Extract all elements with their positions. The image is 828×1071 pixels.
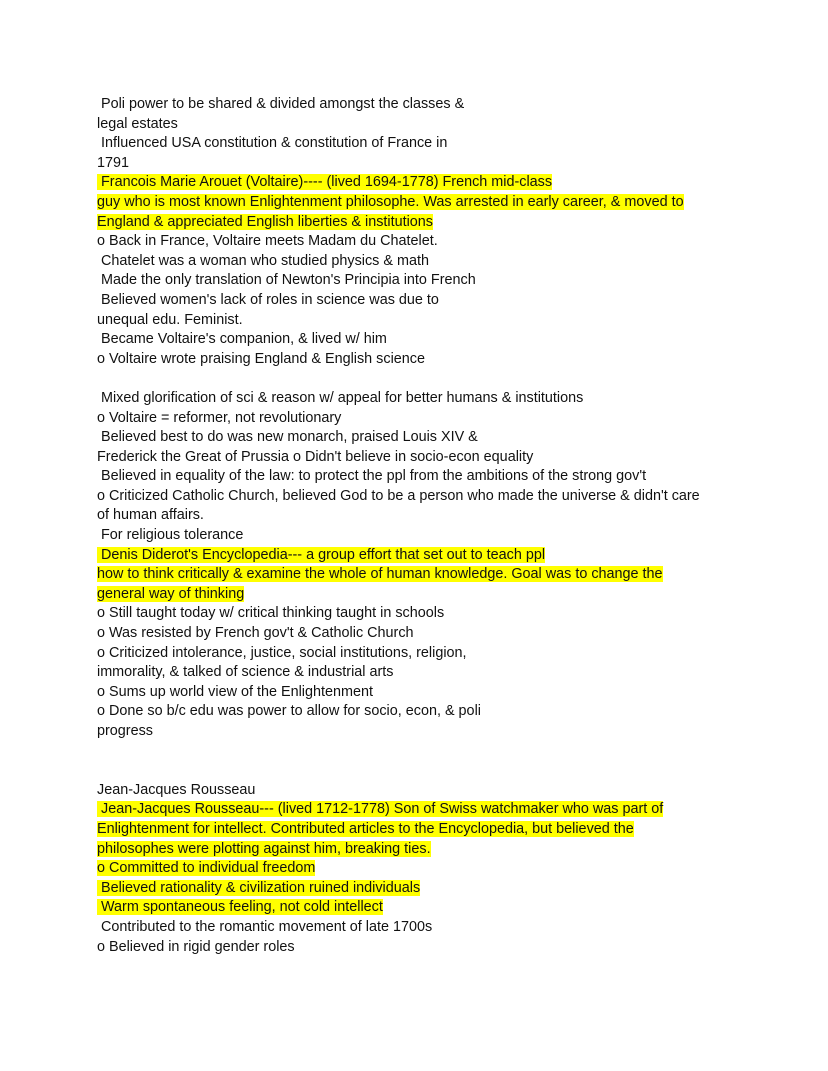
- line-text: Believed in equality of the law: to protect the ppl from the ambitions of the strong gov't: [97, 468, 647, 485]
- note-line: [97, 330, 737, 350]
- notes-page: [97, 95, 737, 957]
- note-line: [97, 644, 737, 664]
- note-line: [97, 487, 737, 507]
- note-line: [97, 95, 737, 115]
- line-text: Made the only translation of Newton's Principia into French: [97, 272, 476, 289]
- line-text: Mixed glorification of sci & reason w/ appeal for better humans & institutions: [97, 389, 584, 406]
- line-text: 1791: [97, 154, 130, 171]
- note-line: [97, 506, 737, 526]
- note-line: [97, 252, 737, 272]
- note-line: [97, 722, 737, 742]
- highlighted-text: guy who is most known Enlightenment philosophe. Was arrested in early career, & moved to: [97, 193, 684, 210]
- highlighted-note-line: [97, 859, 737, 879]
- line-text: For religious tolerance: [97, 527, 244, 544]
- note-line: [97, 271, 737, 291]
- highlighted-text: Warm spontaneous feeling, not cold intellect: [97, 899, 383, 916]
- line-text: o Sums up world view of the Enlightenment: [97, 683, 373, 700]
- highlighted-text: Denis Diderot's Encyclopedia--- a group effort that set out to teach ppl: [97, 546, 546, 563]
- note-line: [97, 232, 737, 252]
- note-line: [97, 604, 737, 624]
- note-line: [97, 683, 737, 703]
- line-text: o Still taught today w/ critical thinking taught in schools: [97, 605, 445, 622]
- note-line: [97, 311, 737, 331]
- highlighted-text: Enlightenment for intellect. Contributed articles to the Encyclopedia, but believed the: [97, 820, 634, 837]
- note-line: [97, 938, 737, 958]
- highlighted-text: Believed rationality & civilization ruined individuals: [97, 879, 421, 896]
- line-text: o Done so b/c edu was power to allow for socio, econ, & poli: [97, 703, 481, 720]
- note-line: [97, 781, 737, 801]
- note-line: [97, 467, 737, 487]
- blank-line: [97, 761, 737, 781]
- note-line: [97, 702, 737, 722]
- highlighted-text: Jean-Jacques Rousseau--- (lived 1712-1778) Son of Swiss watchmaker who was part of: [97, 801, 664, 818]
- highlighted-note-line: [97, 565, 737, 585]
- line-text: Frederick the Great of Prussia o Didn't believe in socio-econ equality: [97, 448, 534, 465]
- highlighted-note-line: [97, 898, 737, 918]
- line-text: immorality, & talked of science & industrial arts: [97, 664, 394, 681]
- highlighted-note-line: [97, 840, 737, 860]
- highlighted-note-line: [97, 879, 737, 899]
- highlighted-note-line: [97, 193, 737, 213]
- line-text: of human affairs.: [97, 507, 204, 524]
- line-text: o Believed in rigid gender roles: [97, 938, 295, 955]
- line-text: o Criticized Catholic Church, believed God to be a person who made the universe & didn't care: [97, 487, 700, 504]
- highlighted-text: philosophes were plotting against him, breaking ties.: [97, 840, 431, 857]
- highlighted-text: general way of thinking: [97, 585, 245, 602]
- note-line: [97, 663, 737, 683]
- line-text: progress: [97, 723, 153, 739]
- line-text: Contributed to the romantic movement of late 1700s: [97, 918, 433, 935]
- line-text: Jean-Jacques Rousseau: [97, 781, 256, 798]
- note-line: [97, 409, 737, 429]
- line-text: Influenced USA constitution & constitution of France in: [97, 135, 448, 152]
- highlighted-note-line: [97, 546, 737, 566]
- note-line: [97, 154, 737, 174]
- line-text: unequal edu. Feminist.: [97, 311, 243, 328]
- line-text: legal estates: [97, 115, 178, 132]
- line-text: Chatelet was a woman who studied physics & math: [97, 252, 429, 269]
- highlighted-text: o Committed to individual freedom: [97, 860, 316, 877]
- note-line: [97, 134, 737, 154]
- note-line: [97, 389, 737, 409]
- line-text: o Was resisted by French gov't & Catholic Church: [97, 625, 414, 642]
- highlighted-text: England & appreciated English liberties & institutions: [97, 213, 433, 230]
- blank-line: [97, 742, 737, 762]
- note-line: [97, 291, 737, 311]
- line-text: o Criticized intolerance, justice, social institutions, religion,: [97, 644, 467, 661]
- note-line: [97, 918, 737, 938]
- line-text: Became Voltaire's companion, & lived w/ him: [97, 331, 387, 348]
- highlighted-note-line: [97, 820, 737, 840]
- line-text: o Voltaire wrote praising England & English science: [97, 350, 425, 367]
- note-line: [97, 448, 737, 468]
- highlighted-note-line: [97, 800, 737, 820]
- line-text: o Voltaire = reformer, not revolutionary: [97, 409, 342, 426]
- highlighted-text: Francois Marie Arouet (Voltaire)---- (lived 1694-1778) French mid-class: [97, 174, 553, 191]
- note-line: [97, 428, 737, 448]
- line-text: Poli power to be shared & divided amongst the classes &: [97, 96, 465, 112]
- blank-line: [97, 369, 737, 389]
- line-text: Believed women's lack of roles in science was due to: [97, 291, 439, 308]
- highlighted-note-line: [97, 173, 737, 193]
- line-text: Believed best to do was new monarch, praised Louis XIV &: [97, 429, 478, 446]
- note-line: [97, 115, 737, 135]
- note-line: [97, 624, 737, 644]
- highlighted-note-line: [97, 213, 737, 233]
- line-text: o Back in France, Voltaire meets Madam du Chatelet.: [97, 233, 438, 250]
- note-line: [97, 350, 737, 370]
- highlighted-note-line: [97, 585, 737, 605]
- highlighted-text: how to think critically & examine the whole of human knowledge. Goal was to change the: [97, 566, 663, 583]
- note-line: [97, 526, 737, 546]
